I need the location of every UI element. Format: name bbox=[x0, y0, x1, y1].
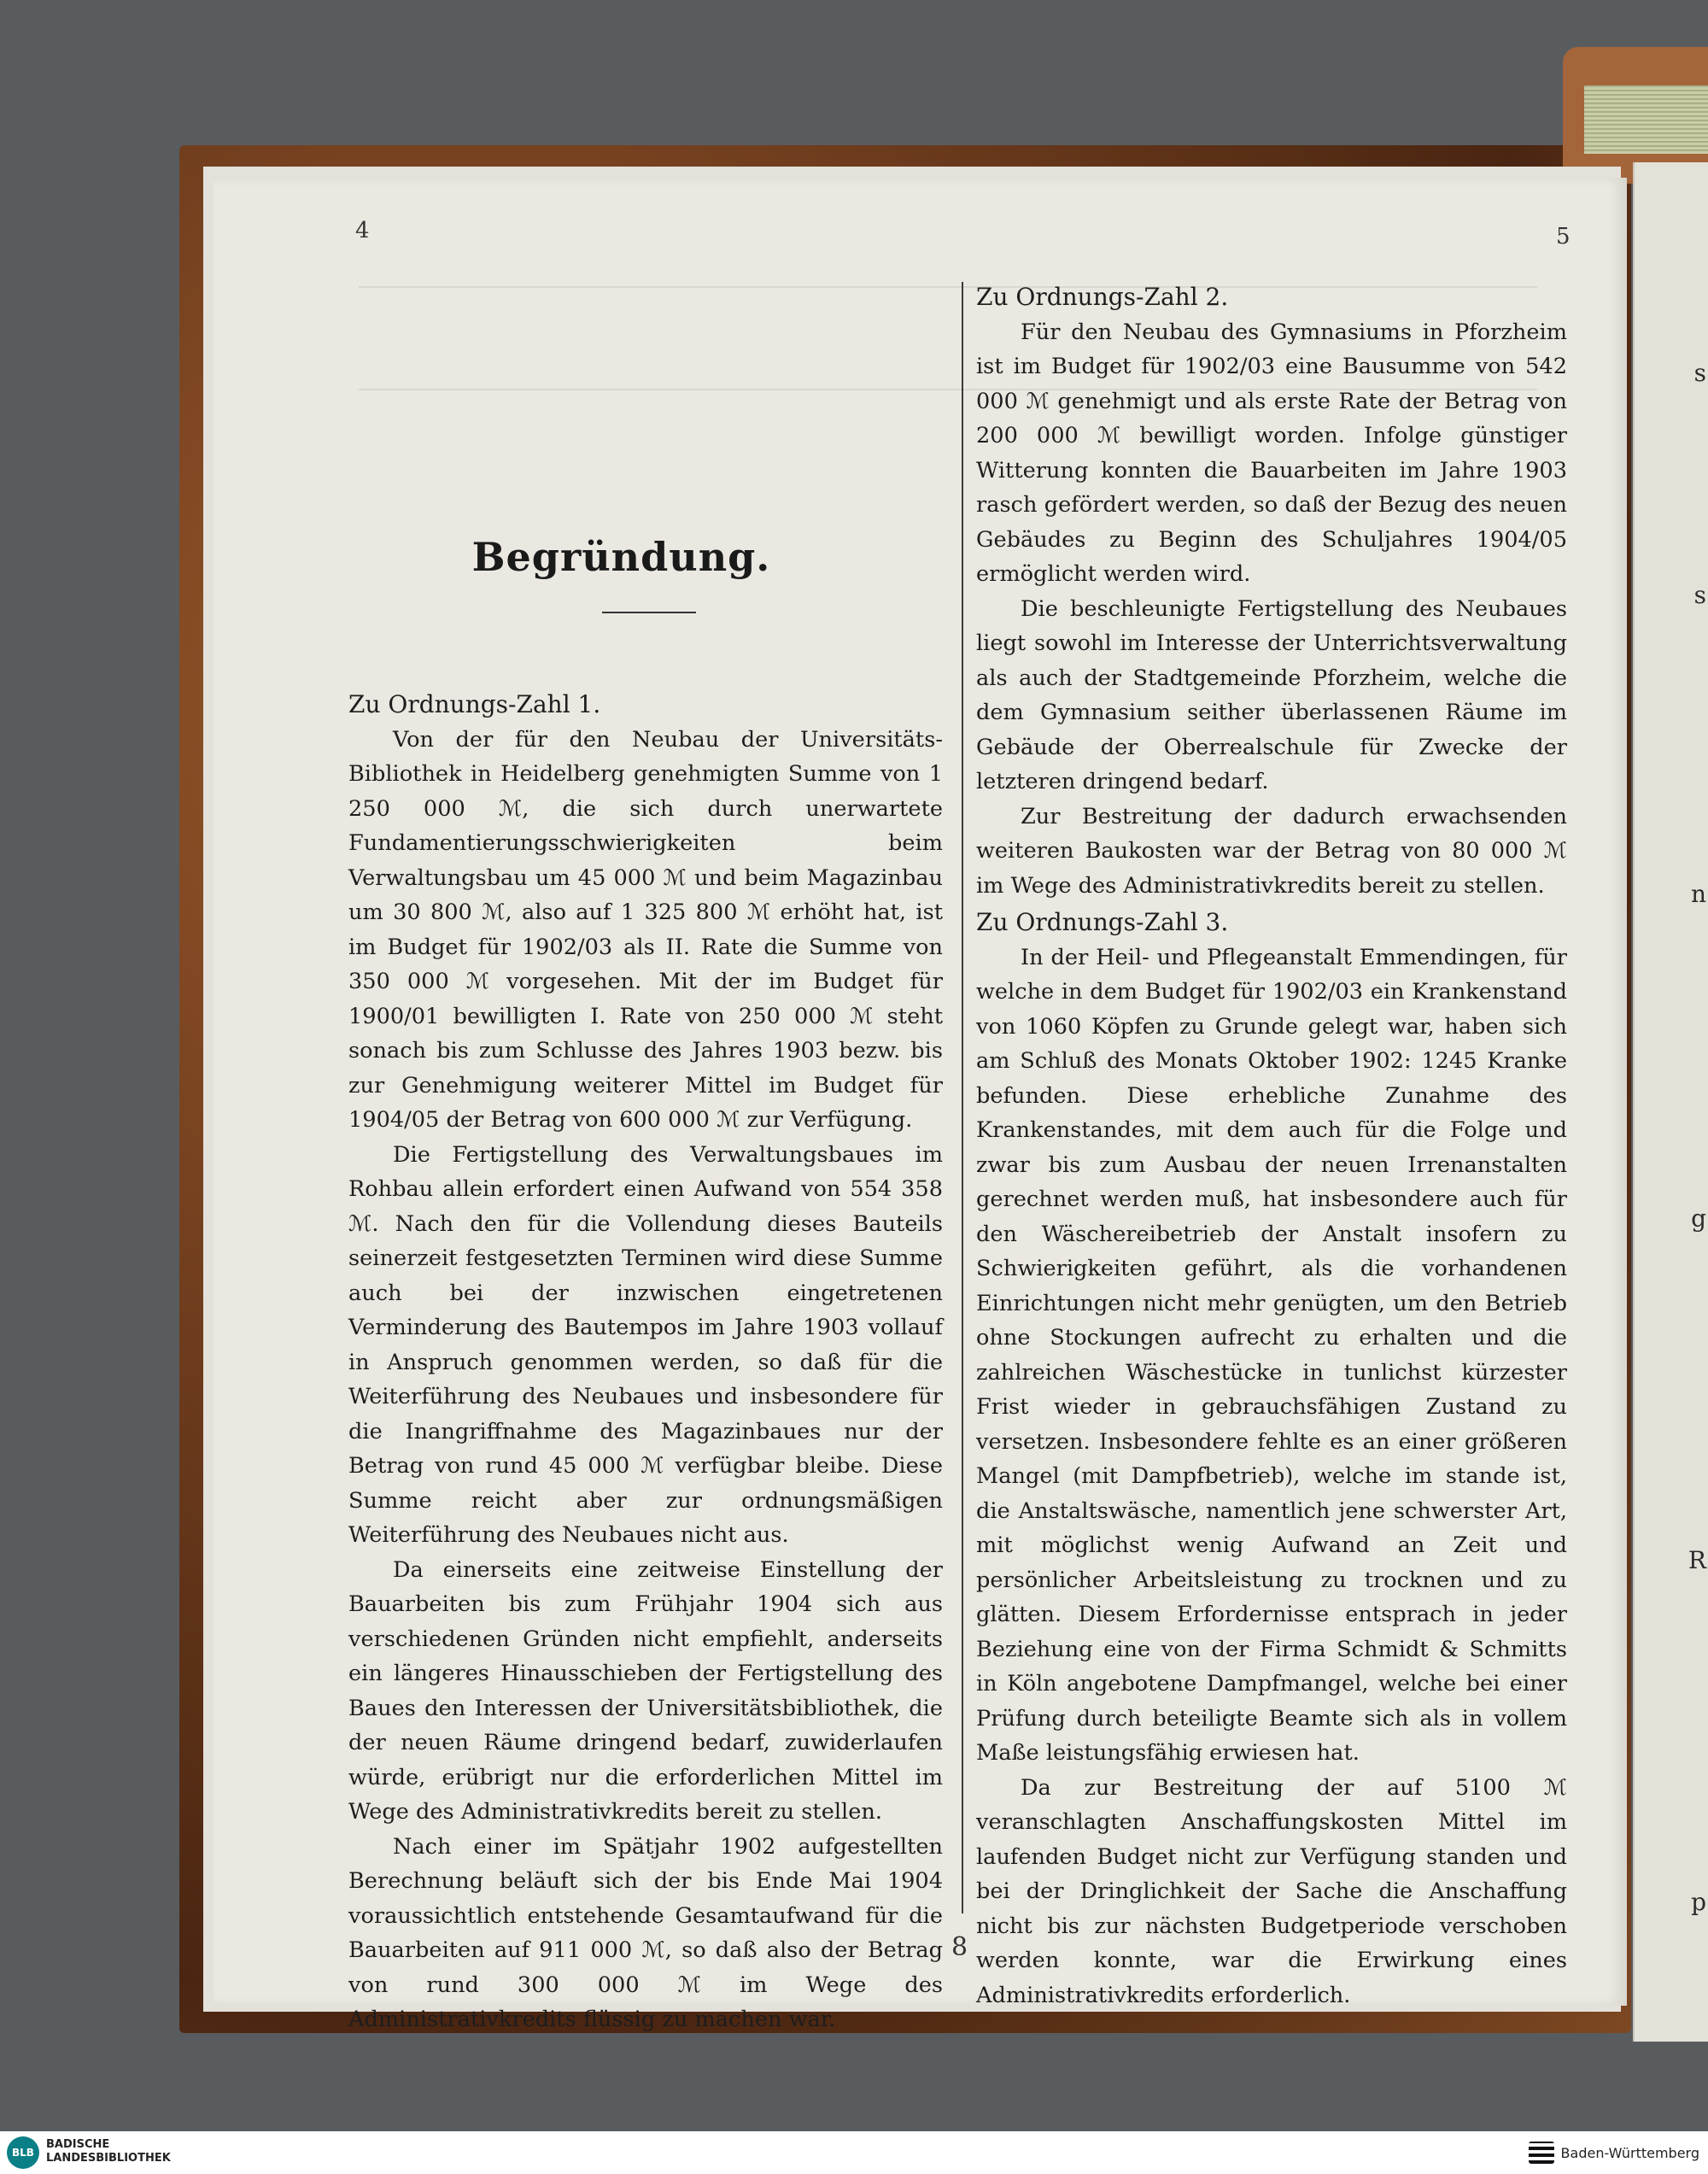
page-edges bbox=[1584, 85, 1708, 154]
blb-logo-icon[interactable]: BLB bbox=[7, 2136, 39, 2169]
page-number-left: 4 bbox=[355, 218, 370, 243]
page-title: Begründung. bbox=[471, 534, 771, 580]
paragraph: Von der für den Neubau der Universitäts-Bibliothek in Heidelberg genehmigten Summe von 1 250 000 ℳ, die sich durch unerwartete Fundamentierungsschwierigkeiten beim Verwaltungsbau um 45 000 ℳ und beim Magazinbau um 30 800 ℳ, also auf 1 325 800 ℳ erhöht hat, ist im Budget für 1902/03 als II. Rate die Summe von 350 000 ℳ vorgesehen. Mit der im Budget für 1900/01 bewilligten I. Rate von 250 000 ℳ steht sonach bis zum Schlusse des Jahres 1903 bezw. bis zur Genehmigung weiterer Mittel im Budget für 1904/05 der Betrag von 600 000 ℳ zur Verfügung. bbox=[348, 726, 943, 1133]
library-name-line1: BADISCHE bbox=[46, 2138, 110, 2151]
adjacent-page-edge: s s n g R p bbox=[1633, 162, 1708, 2042]
page-number-right: 5 bbox=[1556, 224, 1571, 249]
viewer-footer bbox=[0, 2131, 1708, 2174]
section-heading-2: Zu Ordnungs-Zahl 2. bbox=[976, 283, 1229, 311]
paragraph: Die beschleunigte Fertigstellung des Neubaues liegt sowohl im Interesse der Unterrichtsverwaltung als auch der Stadtgemeinde Pforzheim, welche die dem Gymnasium seither überlassenen Räume im Gebäude der Oberrealschule für Zwecke der letzteren dringend bedarf. bbox=[976, 595, 1567, 794]
library-name bbox=[46, 2138, 171, 2165]
page-number-bottom: 8 bbox=[951, 1932, 968, 1962]
paragraph: Zur Bestreitung der dadurch erwachsenden weiteren Baukosten war der Betrag von 80 000 ℳ im Wege des Administrativkredits bereit zu stellen. bbox=[976, 803, 1567, 899]
paragraph: Für den Neubau des Gymnasiums in Pforzheim ist im Budget für 1902/03 eine Bausumme von 542 000 ℳ genehmigt und als erste Rate der Betrag von 200 000 ℳ bewilligt worden. Infolge günstiger Witterung konnten die Bauarbeiten im Jahre 1903 rasch gefördert werden, so daß der Bezug des neuen Gebäudes zu Beginn des Schuljahres 1904/05 ermöglicht werden wird. bbox=[976, 319, 1567, 587]
paragraph: In der Heil- und Pflegeanstalt Emmendingen, für welche in dem Budget für 1902/03 ein Krankenstand von 1060 Köpfen zu Grunde gelegt war, haben sich am Schluß des Monats Oktober 1902: 1245 Kranke befunden. Diese erhebliche Zunahme des Krankenstandes, mit dem auch für die Folge und zwar bis zum Ausbau der neuen Irrenanstalten gerechnet werden muß, hat insbesondere auch für den Wäschereibetrieb der Anstalt insofern zu Schwierigkeiten geführt, als die vorhandenen Einrichtungen nicht mehr genügten, um den Betrieb ohne Stockungen aufrecht zu erhalten und die zahlreichen Wäschestücke in tunlichst kürzester Frist wieder in gebrauchsfähigen Zustand zu versetzen. Insbesondere fehlte es an einer größeren Mangel (mit Dampfbetrieb), welche im stande ist, die Anstaltswäsche, namentlich jene schwerster Art, mit möglichst wenig Aufwand an Zeit und persönlicher Arbeitsleistung zu trocknen und zu glätten. Diesem Erfordernisse entsprach in jeder Beziehung eine von der Firma Schmidt & Schmitts in Köln angebotene Dampfmangel, welche bei einer Prüfung durch beteiligte Beamte sich als in vollem Maße leistungsfähig erwiesen hat. bbox=[976, 944, 1567, 1766]
title-rule bbox=[602, 612, 696, 613]
paragraph: Da einerseits eine zeitweise Einstellung der Bauarbeiten bis zum Frühjahr 1904 sich aus verschiedenen Gründen nicht empfiehlt, anderseits ein längeres Hinausschieben der Fertigstellung des Baues den Interessen der Universitätsbibliothek, die der neuen Räume dringend bedarf, zuwiderlaufen würde, erübrigt nur die erforderlichen Mittel im Wege des Administrativkredits bereit zu stellen. bbox=[348, 1556, 943, 1825]
library-name-line2: LANDESBIBLIOTHEK bbox=[46, 2152, 171, 2165]
state-logo[interactable] bbox=[1529, 2142, 1699, 2164]
paragraph: Die Fertigstellung des Verwaltungsbaues im Rohbau allein erfordert einen Aufwand von 554 358 ℳ. Nach den für die Vollendung dieses Bauteils seinerzeit festgesetzten Terminen wird diese Summe auch bei der inzwischen eingetretenen Verminderung des Bautempos im Jahre 1903 vollauf in Anspruch genommen werden, so daß für die Weiterführung des Neubaues und insbesondere für die Inangriffnahme des Magazinbaues nur der Betrag von rund 45 000 ℳ verfügbar bleibe. Diese Summe reicht aber zur ordnungsmäßigen Weiterführung des Neubaues nicht aus. bbox=[348, 1141, 943, 1548]
column-divider bbox=[962, 282, 963, 1913]
right-column-section-3 bbox=[976, 905, 1567, 2013]
crest-icon bbox=[1529, 2142, 1554, 2164]
right-column-section-2 bbox=[976, 280, 1567, 903]
paragraph: Da zur Bestreitung der auf 5100 ℳ veranschlagten Anschaffungskosten Mittel im laufenden Budget nicht zur Verfügung standen und bei der Dringlichkeit der Sache die Anschaffung nicht bis zur nächsten Budgetperiode verschoben werden konnte, war die Erwirkung eines Administrativkredits erforderlich. bbox=[976, 1774, 1567, 2008]
section-heading-1: Zu Ordnungs-Zahl 1. bbox=[348, 690, 601, 718]
left-column bbox=[348, 688, 943, 2037]
section-heading-3: Zu Ordnungs-Zahl 3. bbox=[976, 908, 1229, 936]
paragraph: Nach einer im Spätjahr 1902 aufgestellten Berechnung beläuft sich der bis Ende Mai 1904 voraussichtlich entstehende Gesamtaufwand für die Bauarbeiten auf 911 000 ℳ, so daß also der Betrag von rund 300 000 ℳ im Wege des Administrativkredits flüssig zu machen war. bbox=[348, 1833, 943, 2032]
state-label: Baden-Württemberg bbox=[1560, 2144, 1699, 2161]
